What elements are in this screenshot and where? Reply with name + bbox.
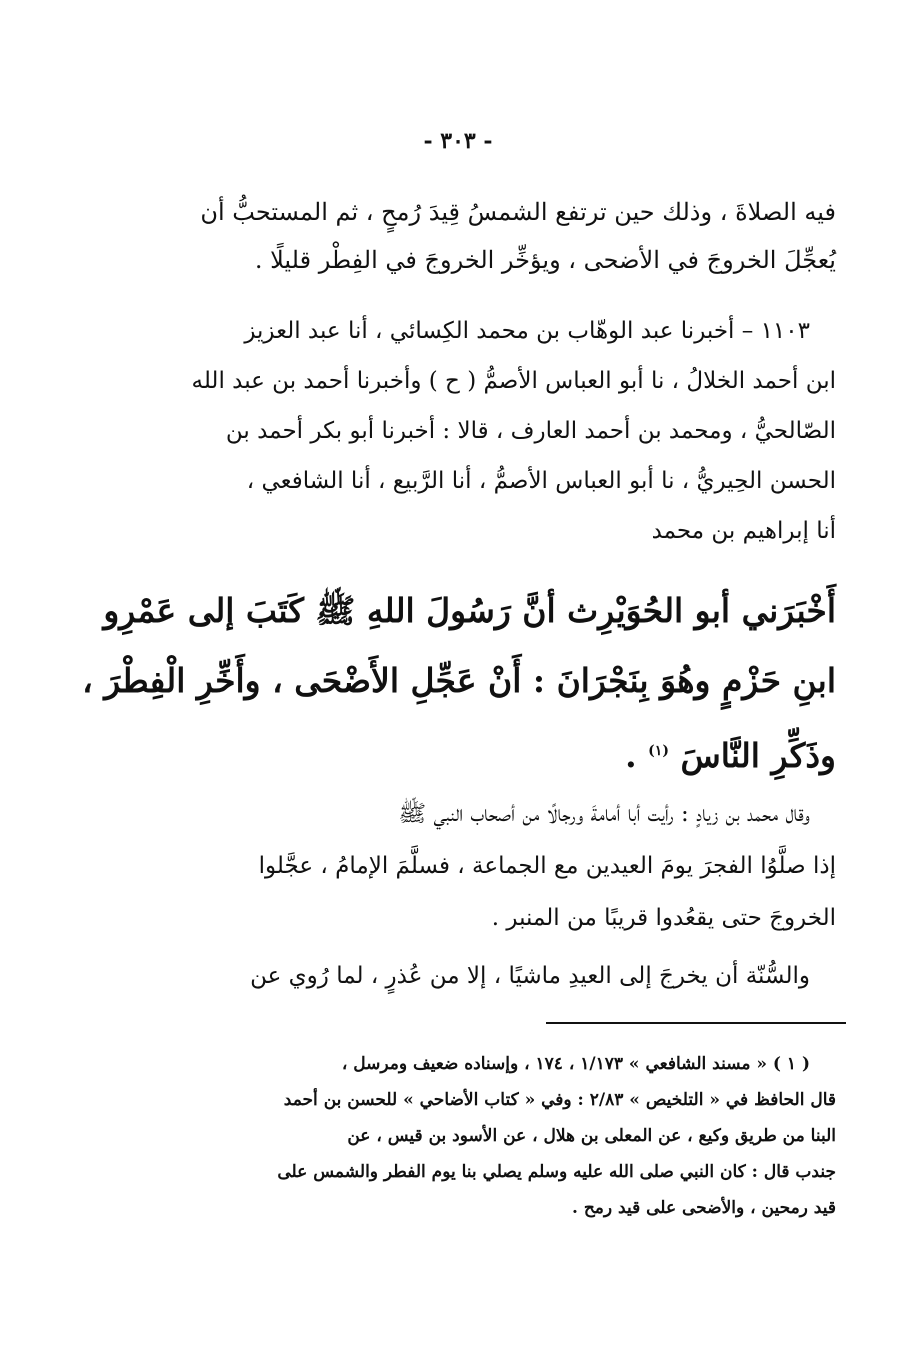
text-line: ١١٠٣ – أخبرنا عبد الوهّاب بن محمد الكِسائي ، أنا عبد العزيز [244, 318, 810, 344]
text-line: إذا صلَّوُا الفجرَ يومَ العيدين مع الجماعة ، فسلَّمَ الإمامُ ، عجَّلوا [258, 853, 836, 879]
footnote-line: قال الحافظ في « التلخيص » ٢/٨٣ : وفي « كتاب الأضاحي » للحسن بن أحمد [283, 1090, 836, 1110]
text-line: فيه الصلاةَ ، وذلك حين ترتفع الشمسُ قِيدَ رُمحٍ ، ثم المستحبُّ أن [200, 198, 836, 226]
text-line: أنا إبراهيم بن محمد [651, 518, 836, 544]
text-line: ابن أحمد الخلالُ ، نا أبو العباس الأصمُّ ( ح ) وأخبرنا أحمد بن عبد الله [191, 368, 836, 394]
paragraph-sunnah [160, 950, 836, 1002]
hadith-text [82, 576, 836, 791]
hadith-line-text: وذَكِّرِ النَّاسَ [680, 736, 836, 775]
hadith-line [160, 716, 836, 791]
isnad-chain [160, 306, 836, 556]
text-line: الصّالحيُّ ، ومحمد بن أحمد العارف ، قالا : أخبرنا أبو بكر أحمد بن [225, 418, 836, 444]
text-line: الخروجَ حتى يقعُدوا قريبًا من المنبر . [491, 905, 836, 931]
text-line: الحسن الحِيريُّ ، نا أبو العباس الأصمُّ ، أنا الرَّبيع ، أنا الشافعي ، [246, 468, 836, 494]
footnote-line: جندب قال : كان النبي صلى الله عليه وسلم يصلي بنا يوم الفطر والشمس على [277, 1162, 836, 1182]
paragraph-narration [160, 788, 836, 944]
footnote-line: قيد رمحين ، والأضحى على قيد رمح . [572, 1198, 836, 1218]
text-line: والسُّنّة أن يخرجَ إلى العيدِ ماشيًا ، إلا من عُذرٍ ، لما رُوي عن [250, 963, 810, 989]
hadith-end-mark: . [625, 736, 637, 775]
footnote-section [160, 1046, 836, 1226]
footnote-line: ( ١ ) « مسند الشافعي » ١/١٧٣ ، ١٧٤ ، وإسناده ضعيف ومرسل ، [341, 1054, 810, 1074]
text-line: وقال محمد بن زيادٍ : رأيت أبا أمامةَ ورجالًا من أصحاب النبي ﷺ [398, 801, 810, 827]
text-line: يُعجِّلَ الخروجَ في الأضحى ، ويؤخِّر الخروجَ في الفِطْر قليلًا . [254, 246, 836, 274]
footnote-reference: (١) [648, 743, 669, 759]
hadith-line: ابنِ حَزْمٍ وهُوَ بِنَجْرَانَ : أَنْ عَجِّلِ الأَضْحَى ، وأَخِّرِ الْفِطْرَ ، [82, 661, 836, 700]
footnote-separator [546, 1022, 846, 1024]
footnote-line: البنا من طريق وكيع ، عن المعلى بن هلال ، عن الأسود بن قيس ، عن [347, 1126, 836, 1146]
hadith-line: أَخْبَرَني أبو الحُوَيْرِث أنَّ رَسُولَ اللهِ ﷺ كَتَبَ إلى عَمْرِو [103, 591, 836, 630]
paragraph-prayer-timing [160, 188, 836, 284]
page-number: - ٣٠٣ - [423, 128, 493, 154]
